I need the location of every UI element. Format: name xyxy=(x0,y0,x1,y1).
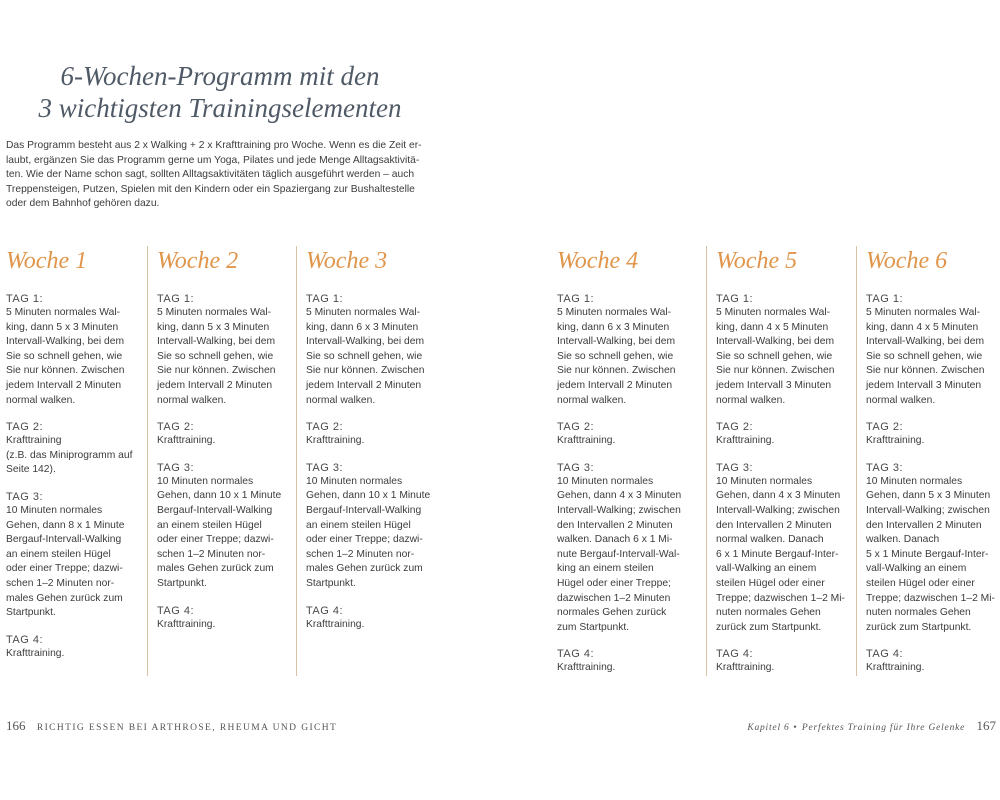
week-title: Woche 2 xyxy=(157,248,239,274)
day-description-line: Sie nur können. Zwischen xyxy=(306,365,425,377)
day-description-line: 5 x 1 Minute Bergauf-Inter- xyxy=(866,548,989,560)
day-description-line: an einem steilen Hügel xyxy=(157,519,262,531)
page-number-right: 167 xyxy=(976,718,996,733)
title-line-1: 6-Wochen-Programm mit den xyxy=(60,61,380,91)
week-column-2 xyxy=(147,246,296,676)
day-label: TAG 1: xyxy=(306,293,344,305)
day-description-line: Sie so schnell gehen, wie xyxy=(6,350,123,362)
day-description xyxy=(716,306,855,408)
day-description-line: Sie nur können. Zwischen xyxy=(866,365,985,377)
day-description-line: steilen Hügel oder einer xyxy=(866,577,975,589)
day-description-line: schen 1–2 Minuten nor- xyxy=(157,548,266,560)
day-description-line: jedem Intervall 3 Minuten xyxy=(866,379,982,391)
day-label: TAG 1: xyxy=(6,293,44,305)
week-title: Woche 4 xyxy=(557,248,639,274)
page-title xyxy=(0,60,440,124)
day-description-line: 5 Minuten normales Wal- xyxy=(557,307,672,318)
day-description-line: 10 Minuten normales xyxy=(557,475,654,487)
day-description-line: Sie so schnell gehen, wie xyxy=(716,350,833,362)
day-description-line: Sie nur können. Zwischen xyxy=(157,365,276,377)
day-description xyxy=(306,306,457,408)
day-description xyxy=(716,434,855,449)
day-label: TAG 2: xyxy=(306,421,344,434)
week-title: Woche 6 xyxy=(866,248,948,274)
day-description-line: Krafttraining. xyxy=(866,435,925,447)
day-label: TAG 3: xyxy=(557,461,595,474)
day-description xyxy=(557,434,705,449)
day-description xyxy=(306,434,457,449)
day-description-line: Sie so schnell gehen, wie xyxy=(557,350,674,362)
day-description-line: king an einem steilen xyxy=(557,563,654,575)
day-description-line: Treppe; dazwischen 1–2 Mi- xyxy=(716,592,845,604)
intro-paragraph xyxy=(6,139,438,212)
day-description-line: Intervall-Walking; zwischen xyxy=(866,504,990,516)
day-description xyxy=(306,475,457,592)
footer-right xyxy=(747,718,996,734)
day-description-line: normal walken. xyxy=(866,394,936,406)
day-description-line: nuten normales Gehen xyxy=(866,607,971,619)
title-line-2: 3 wichtigsten Trainingselementen xyxy=(38,93,402,123)
day-description-line: Gehen, dann 4 x 3 Minuten xyxy=(557,490,682,502)
week-column-3 xyxy=(296,246,457,676)
week-column-1 xyxy=(6,246,146,676)
day-description-line: Intervall-Walking; zwischen xyxy=(557,504,681,516)
day-description-line: an einem steilen Hügel xyxy=(6,548,111,560)
day-description-line: Intervall-Walking, bei dem xyxy=(306,336,425,348)
day-description xyxy=(157,475,296,592)
day-description-line: normal walken. xyxy=(306,394,376,406)
day-description-line: normal walken. xyxy=(557,394,627,406)
day-description-line: 5 Minuten normales Wal- xyxy=(306,307,421,318)
day-description-line: Krafttraining. xyxy=(716,435,775,447)
day-description-line: king, dann 5 x 3 Minuten xyxy=(6,321,119,333)
day-description-line: an einem steilen Hügel xyxy=(306,519,411,531)
day-label: TAG 3: xyxy=(157,461,195,474)
day-description-line: Intervall-Walking, bei dem xyxy=(557,336,676,348)
week-column-5 xyxy=(706,246,855,676)
day-description-line: Gehen, dann 10 x 1 Minute xyxy=(306,490,431,502)
day-description-line: Krafttraining. xyxy=(716,662,775,674)
day-description-line: Intervall-Walking, bei dem xyxy=(866,336,985,348)
day-description-line: Seite 142). xyxy=(6,464,56,476)
day-description-line: Krafttraining. xyxy=(157,618,216,630)
day-description-line: (z.B. das Miniprogramm auf xyxy=(6,449,133,461)
day-description xyxy=(557,475,705,636)
week-title: Woche 1 xyxy=(6,248,88,274)
day-description-line: dazwischen 1–2 Minuten xyxy=(557,592,671,604)
day-description-line: jedem Intervall 3 Minuten xyxy=(716,379,832,391)
day-description xyxy=(557,661,705,676)
week-column-6 xyxy=(856,246,999,676)
day-description-line: 5 Minuten normales Wal- xyxy=(716,307,831,318)
day-description-line: Gehen, dann 8 x 1 Minute xyxy=(6,519,125,531)
day-description-line: jedem Intervall 2 Minuten xyxy=(6,379,122,391)
day-description-line: Sie nur können. Zwischen xyxy=(557,365,676,377)
day-description-line: king, dann 5 x 3 Minuten xyxy=(157,321,270,333)
chapter-title: Perfektes Training für Ihre Gelenke xyxy=(801,723,966,733)
day-description xyxy=(157,434,296,449)
day-description-line: Sie nur können. Zwischen xyxy=(6,365,125,377)
day-description-line: Krafttraining. xyxy=(6,647,65,659)
day-description-line: 10 Minuten normales xyxy=(866,475,963,487)
day-description-line: Krafttraining. xyxy=(306,435,365,447)
day-description xyxy=(716,661,855,676)
day-description-line: Sie so schnell gehen, wie xyxy=(866,350,983,362)
day-description xyxy=(557,306,705,408)
day-description-line: Gehen, dann 4 x 3 Minuten xyxy=(716,490,841,502)
day-description xyxy=(157,618,296,633)
day-label: TAG 2: xyxy=(716,421,754,434)
day-description-line: Intervall-Walking, bei dem xyxy=(157,336,276,348)
day-description-line: king, dann 4 x 5 Minuten xyxy=(716,321,829,333)
day-label: TAG 1: xyxy=(157,293,195,305)
day-description-line: 6 x 1 Minute Bergauf-Inter- xyxy=(716,548,839,560)
day-description-line: Startpunkt. xyxy=(157,577,207,589)
intro-line: laubt, ergänzen Sie das Programm gerne um Yoga, Pilates und jede Menge Alltagsaktivitä- xyxy=(6,154,420,166)
day-description-line: Intervall-Walking; zwischen xyxy=(716,504,840,516)
day-description-line: den Intervallen 2 Minuten xyxy=(866,519,982,531)
day-label: TAG 3: xyxy=(306,461,344,474)
day-description-line: nute Bergauf-Intervall-Wal- xyxy=(557,548,680,560)
day-description-line: Bergauf-Intervall-Walking xyxy=(157,504,273,516)
day-description-line: Sie so schnell gehen, wie xyxy=(157,350,274,362)
day-description-line: 10 Minuten normales xyxy=(306,475,403,487)
day-label: TAG 2: xyxy=(557,421,595,434)
day-description xyxy=(866,434,999,449)
footer-bullet: • xyxy=(793,723,799,733)
day-description-line: vall-Walking an einem xyxy=(866,563,967,575)
day-label: TAG 3: xyxy=(6,490,44,503)
day-description-line: Gehen, dann 5 x 3 Minuten xyxy=(866,490,991,502)
day-description-line: 5 Minuten normales Wal- xyxy=(866,307,981,318)
day-description-line: normal walken. Danach xyxy=(716,534,824,546)
day-description-line: males Gehen zurück zum xyxy=(157,563,274,575)
day-description-line: Sie so schnell gehen, wie xyxy=(306,350,423,362)
day-description-line: Krafttraining xyxy=(6,435,62,447)
day-description-line: normales Gehen zurück xyxy=(557,607,667,619)
intro-line: Das Programm besteht aus 2 x Walking + 2 x Krafttraining pro Woche. Wenn es die Zeit er- xyxy=(6,140,422,151)
day-label: TAG 4: xyxy=(866,648,904,661)
day-description-line: Bergauf-Intervall-Walking xyxy=(6,534,122,546)
day-description-line: oder einer Treppe; dazwi- xyxy=(6,563,123,575)
day-description-line: den Intervallen 2 Minuten xyxy=(557,519,673,531)
intro-line: ten. Wie der Name schon sagt, sollten Alltagsaktivitäten täglich ausgeführt werden – auch xyxy=(6,169,415,181)
day-description-line: walken. Danach 6 x 1 Mi- xyxy=(557,534,673,546)
day-description xyxy=(6,306,146,408)
footer-left xyxy=(6,718,337,734)
day-label: TAG 3: xyxy=(716,461,754,474)
day-description-line: schen 1–2 Minuten nor- xyxy=(306,548,415,560)
day-description-line: zurück zum Startpunkt. xyxy=(716,621,822,633)
day-description-line: Treppe; dazwischen 1–2 Mi- xyxy=(866,592,995,604)
day-label: TAG 1: xyxy=(557,293,595,305)
day-label: TAG 4: xyxy=(6,633,44,646)
day-description-line: schen 1–2 Minuten nor- xyxy=(6,577,115,589)
day-label: TAG 4: xyxy=(306,604,344,617)
day-description-line: Krafttraining. xyxy=(866,662,925,674)
day-description-line: Intervall-Walking, bei dem xyxy=(716,336,835,348)
day-description-line: steilen Hügel oder einer xyxy=(716,577,825,589)
day-description-line: Bergauf-Intervall-Walking xyxy=(306,504,422,516)
day-label: TAG 2: xyxy=(866,421,904,434)
chapter-label: Kapitel 6 xyxy=(747,723,790,733)
day-description-line: nuten normales Gehen xyxy=(716,607,821,619)
day-description-line: oder einer Treppe; dazwi- xyxy=(157,534,274,546)
day-label: TAG 3: xyxy=(866,461,904,474)
day-description-line: 10 Minuten normales xyxy=(157,475,254,487)
day-label: TAG 4: xyxy=(716,648,754,661)
day-description-line: oder einer Treppe; dazwi- xyxy=(306,534,423,546)
day-description-line: zum Startpunkt. xyxy=(557,621,630,633)
day-description-line: jedem Intervall 2 Minuten xyxy=(157,379,273,391)
day-description-line: king, dann 4 x 5 Minuten xyxy=(866,321,979,333)
day-label: TAG 4: xyxy=(157,604,195,617)
book-title: RICHTIG ESSEN BEI ARTHROSE, RHEUMA UND GICHT xyxy=(36,723,338,733)
intro-line: oder dem Bahnhof gehören dazu. xyxy=(6,198,160,210)
day-description-line: den Intervallen 2 Minuten xyxy=(716,519,832,531)
day-description-line: Startpunkt. xyxy=(6,607,56,619)
week-title: Woche 5 xyxy=(716,248,798,274)
week-title: Woche 3 xyxy=(306,248,388,274)
day-description-line: vall-Walking an einem xyxy=(716,563,817,575)
day-label: TAG 2: xyxy=(6,421,44,434)
day-description-line: normal walken. xyxy=(716,394,786,406)
day-description-line: 5 Minuten normales Wal- xyxy=(6,307,121,318)
day-description-line: Sie nur können. Zwischen xyxy=(716,365,835,377)
day-description-line: jedem Intervall 2 Minuten xyxy=(557,379,673,391)
day-description xyxy=(716,475,855,636)
day-description xyxy=(157,306,296,408)
day-description-line: males Gehen zurück zum xyxy=(306,563,423,575)
day-description xyxy=(866,306,999,408)
day-description xyxy=(6,647,146,662)
week-column-4 xyxy=(557,246,705,676)
day-description-line: zurück zum Startpunkt. xyxy=(866,621,972,633)
intro-line: Treppensteigen, Putzen, Spielen mit den Kindern oder ein Spaziergang zur Bushaltestelle xyxy=(6,183,415,195)
day-description-line: males Gehen zurück zum xyxy=(6,592,123,604)
day-description-line: Startpunkt. xyxy=(306,577,356,589)
day-description xyxy=(866,661,999,676)
day-description-line: Krafttraining. xyxy=(306,618,365,630)
day-description-line: normal walken. xyxy=(6,394,76,406)
day-label: TAG 2: xyxy=(157,421,195,434)
day-description-line: walken. Danach xyxy=(866,534,940,546)
day-description-line: 10 Minuten normales xyxy=(6,504,103,516)
day-label: TAG 4: xyxy=(557,648,595,661)
day-description-line: jedem Intervall 2 Minuten xyxy=(306,379,422,391)
day-description-line: Hügel oder einer Treppe; xyxy=(557,577,671,589)
day-description xyxy=(306,618,457,633)
day-label: TAG 1: xyxy=(866,293,904,305)
day-description-line: 10 Minuten normales xyxy=(716,475,813,487)
day-description-line: Krafttraining. xyxy=(557,435,616,447)
day-description-line: normal walken. xyxy=(157,394,227,406)
day-description xyxy=(6,434,146,478)
day-description xyxy=(6,504,146,621)
day-description-line: Krafttraining. xyxy=(157,435,216,447)
day-description xyxy=(866,475,999,636)
day-label: TAG 1: xyxy=(716,293,754,305)
page-number-left: 166 xyxy=(6,718,26,733)
day-description-line: Gehen, dann 10 x 1 Minute xyxy=(157,490,282,502)
day-description-line: Intervall-Walking, bei dem xyxy=(6,336,125,348)
day-description-line: king, dann 6 x 3 Minuten xyxy=(306,321,419,333)
day-description-line: 5 Minuten normales Wal- xyxy=(157,307,272,318)
day-description-line: Krafttraining. xyxy=(557,662,616,674)
day-description-line: king, dann 6 x 3 Minuten xyxy=(557,321,670,333)
